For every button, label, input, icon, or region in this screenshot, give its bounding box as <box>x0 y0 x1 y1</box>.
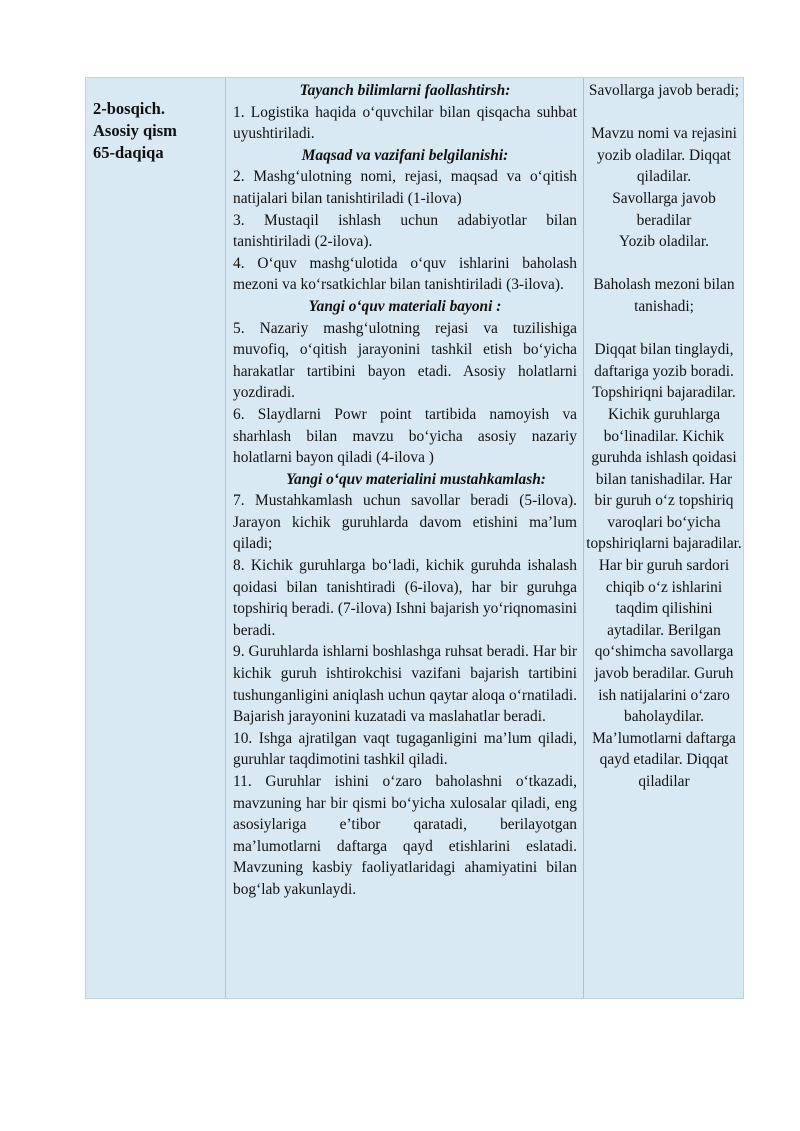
column-divider <box>225 78 226 998</box>
stage-name: Asosiy qism <box>93 121 177 140</box>
step-item: 3. Mustaqil ishlash uchun adabiyotlar bilan tanishtiriladi (2-ilova). <box>233 211 577 251</box>
lesson-stage-table <box>85 77 744 999</box>
section-heading: Yangi o‘quv materialini mustahkamlash: <box>286 470 546 488</box>
step-item: 9. Guruhlarda ishlarni boshlashga ruhsat beradi. Har bir kichik guruh ishtirokchisi vazifani bajarish tartibini tushunganligini aniqlash uchun qaytar aloqa o‘rnatiladi. Bajarish jarayonini kuzatadi va maslahatlar beradi. <box>233 643 577 726</box>
step-item: 5. Nazariy mashg‘ulotning rejasi va tuzilishiga muvofiq, o‘qitish jarayonini tashkil etish bo‘yicha harakatlar tartibini bayon etadi. Asosiy holatlarni yozdiradi. <box>233 319 577 402</box>
student-activity-cell <box>586 80 742 793</box>
step-item: 7. Mustahkamlash uchun savollar beradi (5-ilova). Jarayon kichik guruhlarda davom etishini ma’lum qiladi; <box>233 492 577 553</box>
section-heading: Tayanch bilimlarni faollashtirsh: <box>299 82 511 99</box>
column-divider <box>583 78 584 998</box>
student-response: Baholash mezoni bilan tanishadi; <box>593 276 735 315</box>
step-item: 4. O‘quv mashg‘ulotida o‘quv ishlarini baholash mezoni va ko‘rsatkichlar bilan tanishtiriladi (3-ilova). <box>233 254 577 294</box>
student-response: Yozib oladilar. <box>619 233 709 251</box>
step-item: 8. Kichik guruhlarga bo‘ladi, kichik guruhda ishalash qoidasi bilan tanishtiradi (6-ilova), har bir guruhga topshiriq beradi. (7-ilova) Ishni bajarish yo‘riqnomasini beradi. <box>233 557 577 639</box>
student-response: Savollarga javob beradilar <box>612 189 716 229</box>
student-response: Diqqat bilan tinglaydi, daftariga yozib boradi. Topshiriqni bajaradilar. Kichik guruhlarga bo‘linadilar. Kichik guruhda ishlash qoidasi bilan tanishadilar. Har bir guruh o‘z topshiriq varoqlari bo‘yicha topshiriqlarni bajaradilar. Har bir guruh sardori chiqib o‘z ishlarini taqdim qilishini aytadilar. Berilgan qo‘shimcha savollarga javob beradilar. Guruh ish natijalarini o‘zaro baholaydilar. Ma’lumotlarni daftarga qayd etadilar. Diqqat qiladilar <box>586 341 742 790</box>
step-item: 2. Mashg‘ulotning nomi, rejasi, maqsad va o‘qitish natijalari bilan tanishtiriladi (1-ilova) <box>233 168 577 207</box>
stage-cell <box>93 98 223 164</box>
student-response: Savollarga javob beradi; <box>588 82 740 99</box>
stage-duration: 65-daqiqa <box>93 143 164 162</box>
stage-number: 2-bosqich. <box>93 99 165 118</box>
student-response: Mavzu nomi va rejasini yozib oladilar. Diqqat qiladilar. <box>591 125 737 186</box>
teacher-activity-cell <box>233 80 577 901</box>
step-item: 6. Slaydlarni Powr point tartibida namoyish va sharhlash bilan mavzu bo‘yicha asosiy nazariy holatlarni bayon qiladi (4-ilova ) <box>233 405 577 467</box>
step-item: 11. Guruhlar ishini o‘zaro baholashni o‘tkazadi, mavzuning har bir qismi bo‘yicha xulosalar qiladi, eng asosiylariga e’tibor qaratadi, berilayotgan ma’lumotlarni daftarga qayd etishlarini eslatadi. Mavzuning kasbiy faoliyatlaridagi ahamiyatini bilan bog‘lab yakunlaydi. <box>233 773 577 898</box>
section-heading: Yangi o‘quv materiali bayoni : <box>308 297 502 315</box>
section-heading: Maqsad va vazifani belgilanishi: <box>301 146 509 164</box>
step-item: 1. Logistika haqida o‘quvchilar bilan qisqacha suhbat uyushtiriladi. <box>233 103 577 143</box>
step-item: 10. Ishga ajratilgan vaqt tugaganligini ma’lum qiladi, guruhlar taqdimotini tashkil qiladi. <box>233 729 577 769</box>
